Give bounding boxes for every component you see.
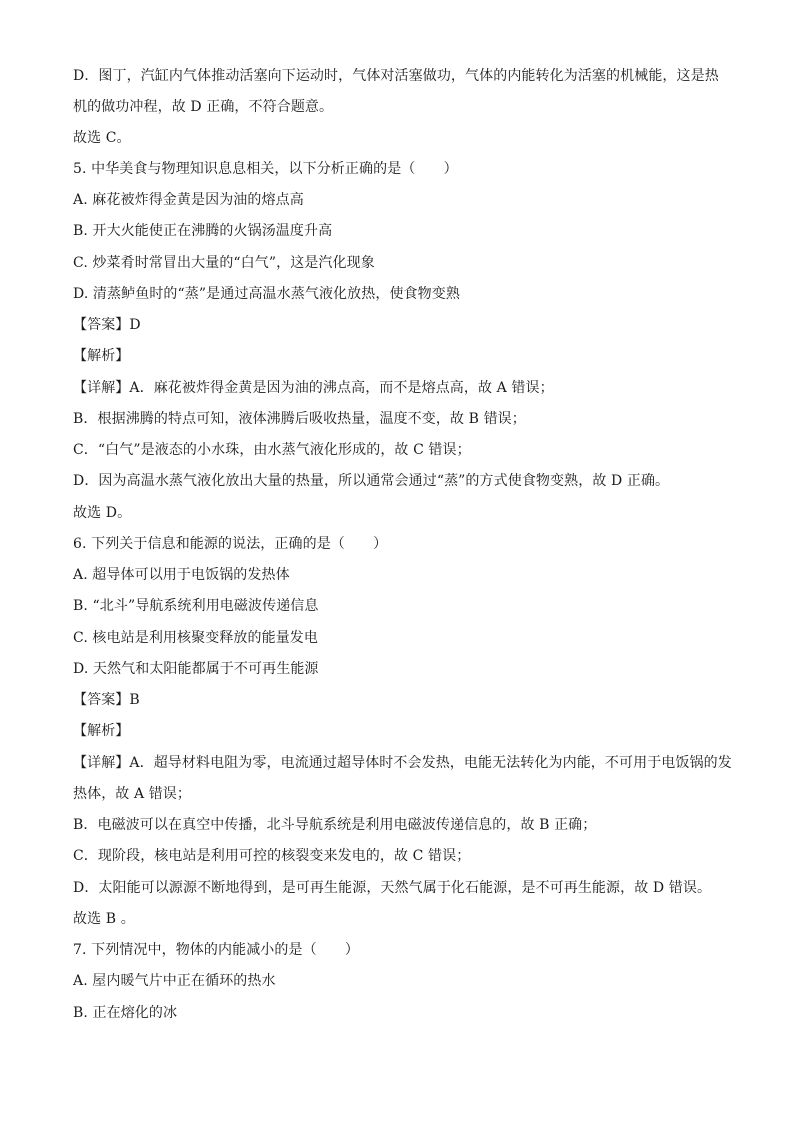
explanation-line: D．因为高温水蒸气液化放出大量的热量，所以通常会通过“蒸”的方式使食物变熟，故 D 正确。: [73, 473, 670, 489]
answer-label: 【答案】D: [73, 317, 141, 333]
question-7-option-b: B. 正在熔化的冰: [73, 1005, 178, 1021]
question-6-option-c: C. 核电站是利用核聚变释放的能量发电: [73, 630, 319, 646]
analysis-label: 【解析】: [73, 348, 130, 364]
question-5-option-d: D. 清蒸鲈鱼时的“蒸”是通过高温水蒸气液化放热，使食物变熟: [73, 286, 460, 302]
answer-label: 【答案】B: [73, 692, 140, 708]
text-line: 故选 B 。: [73, 911, 135, 927]
question-6-stem: 6. 下列关于信息和能源的说法，正确的是（ ）: [73, 536, 388, 552]
explanation-line: 热体，故 A 错误；: [73, 786, 192, 802]
explanation-line: 【详解】A．麻花被炸得金黄是因为油的沸点高，而不是熔点高，故 A 错误；: [73, 380, 554, 396]
text-line: D．图丁，汽缸内气体推动活塞向下运动时，气体对活塞做功，气体的内能转化为活塞的机械能，这是热: [73, 68, 719, 84]
text-line: 故选 C。: [73, 130, 131, 146]
question-6-option-b: B. “北斗”导航系统利用电磁波传递信息: [73, 598, 319, 614]
question-6-option-a: A. 超导体可以用于电饭锅的发热体: [73, 567, 290, 583]
explanation-line: C．现阶段，核电站是利用可控的核裂变来发电的，故 C 错误；: [73, 848, 471, 864]
question-6-option-d: D. 天然气和太阳能都属于不可再生能源: [73, 661, 319, 677]
explanation-line: 【详解】A．超导材料电阻为零，电流通过超导体时不会发热，电能无法转化为内能，不可用于电饭锅的发: [73, 755, 732, 771]
question-5-option-a: A. 麻花被炸得金黄是因为油的熔点高: [73, 192, 304, 208]
explanation-line: B．电磁波可以在真空中传播，北斗导航系统是利用电磁波传递信息的，故 B 正确；: [73, 817, 597, 833]
text-line: 机的做功冲程，故 D 正确，不符合题意。: [73, 99, 334, 115]
question-7-stem: 7. 下列情况中，物体的内能减小的是（ ）: [73, 942, 360, 958]
question-5-stem: 5. 中华美食与物理知识息息相关，以下分析正确的是（ ）: [73, 161, 458, 177]
question-5-option-b: B. 开大火能使正在沸腾的火锅汤温度升高: [73, 223, 333, 239]
text-line: 故选 D。: [73, 505, 132, 521]
explanation-line: B．根据沸腾的特点可知，液体沸腾后吸收热量，温度不变，故 B 错误；: [73, 411, 526, 427]
explanation-line: C．“白气”是液态的小水珠，由水蒸气液化形成的，故 C 错误；: [73, 442, 471, 458]
analysis-label: 【解析】: [73, 723, 130, 739]
question-5-option-c: C. 炒菜肴时常冒出大量的“白气”，这是汽化现象: [73, 255, 375, 271]
explanation-line: D．太阳能可以源源不断地得到，是可再生能源，天然气属于化石能源，是不可再生能源，故 D 错误。: [73, 880, 712, 896]
question-7-option-a: A. 屋内暖气片中正在循环的热水: [73, 973, 276, 989]
